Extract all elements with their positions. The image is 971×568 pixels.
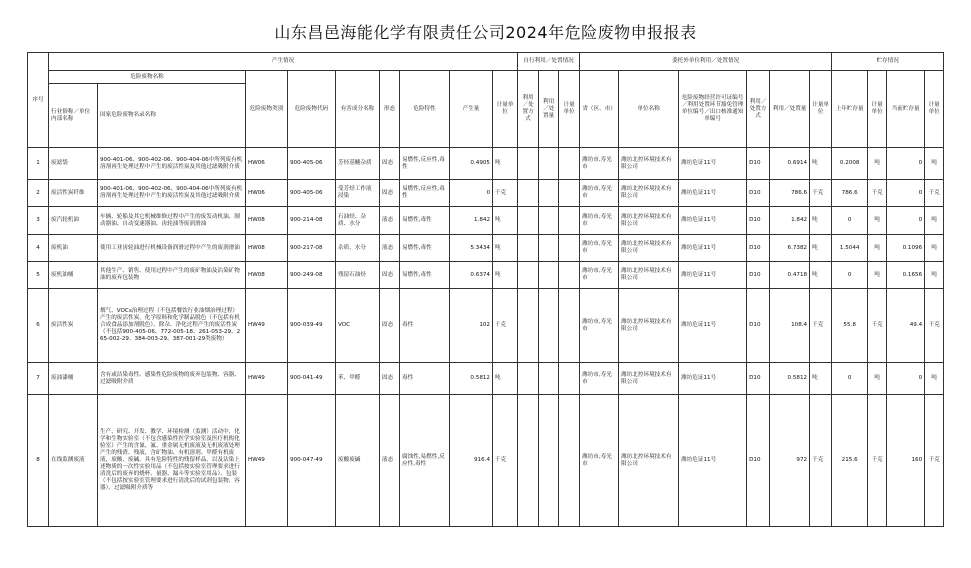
- table-row: [28, 148, 944, 180]
- cell-property: 易燃性,毒性: [400, 207, 450, 235]
- cell-prev-unit: 千克: [868, 289, 887, 363]
- cell-code: 900-217-08: [288, 235, 336, 262]
- cell-license: 潍坊危证11号: [679, 395, 747, 527]
- cell-company: 潍坊北控环境技术有限公司: [619, 262, 679, 289]
- cell-company: 潍坊北控环境技术有限公司: [619, 207, 679, 235]
- cell-province: 潍坊市,寿光市: [580, 207, 619, 235]
- cell-category: HW08: [246, 262, 288, 289]
- cell-prev-storage: 0: [832, 262, 868, 289]
- cell-company: 潍坊北控环境技术有限公司: [619, 180, 679, 207]
- cell-prev-storage: 786.6: [832, 180, 868, 207]
- cell-prev-unit: 吨: [868, 363, 887, 395]
- header-current-storage: 当前贮存量: [887, 71, 925, 148]
- cell-output: 0.4905: [450, 148, 493, 180]
- cell-seq: 6: [28, 289, 49, 363]
- cell-method: D10: [747, 148, 770, 180]
- cell-company: 潍坊北控环境技术有限公司: [619, 235, 679, 262]
- cell-name: 废油漆桶: [49, 363, 98, 395]
- cell-self-amount: [539, 180, 559, 207]
- cell-category: HW49: [246, 395, 288, 527]
- cell-method: D10: [747, 363, 770, 395]
- cell-self-amount: [539, 235, 559, 262]
- cell-category: HW08: [246, 235, 288, 262]
- cell-national: 生产、研究、开发、教学、环境检测（监测）活动中，化学和生物实验室（不包含感染性医学实验室及医疗机构化验室）产生的含氰、氟、重金属无机废液及无机废液处理产生的残渣、残液，含矿物油、有机溶剂、甲醛有机废液，废酸、废碱，具有危险特性的残留样品，以及沾染上述物质的一次性实验用品（不包括按实验室管理要求进行清洗后的废弃的烧杯、量器、漏斗等实验室用品）、包装（不包括按实验室管理要求进行清洗后的试剂包装物、容器）、过滤吸附介质等: [98, 395, 246, 527]
- header-self-amount: 利用／处置量: [539, 71, 559, 148]
- header-storage: 贮存情况: [832, 53, 944, 71]
- cell-prev-storage: 1.5044: [832, 235, 868, 262]
- cell-category: HW08: [246, 207, 288, 235]
- cell-output: 1.842: [450, 207, 493, 235]
- cell-self-method: [518, 180, 539, 207]
- cell-name: 废机油: [49, 235, 98, 262]
- cell-self-method: [518, 148, 539, 180]
- cell-current-storage: 0.1656: [887, 262, 925, 289]
- cell-national: 900-401-06、900-402-06、900-404-06中所列废有机溶剂再生处理过程中产生的废活性炭及其他过滤吸附介质: [98, 148, 246, 180]
- cell-seq: 3: [28, 207, 49, 235]
- cell-cur-unit: 吨: [925, 235, 944, 262]
- table-row: [28, 363, 944, 395]
- cell-form: 液态: [380, 395, 400, 527]
- cell-province: 潍坊市,寿光市: [580, 148, 619, 180]
- cell-property: 易燃性,反应性,毒性: [400, 180, 450, 207]
- cell-property: 毒性: [400, 289, 450, 363]
- cell-license: 潍坊危证11号: [679, 235, 747, 262]
- header-industry-name: 行业俗称／单位内部名称: [49, 84, 98, 148]
- header-unit: 计量单位: [493, 71, 518, 148]
- cell-national: 其他生产、销售、使用过程中产生的废矿物油及沾染矿物油的废弃包装物: [98, 262, 246, 289]
- cell-component: 石油烃、杂质、水分: [336, 207, 380, 235]
- cell-component: 残留石油烃: [336, 262, 380, 289]
- cell-current-storage: 0: [887, 148, 925, 180]
- cell-form: 固态: [380, 262, 400, 289]
- table-row: [28, 235, 944, 262]
- cell-national: 含有或沾染毒性、感染性危险废物的废弃包装物、容器、过滤吸附介质: [98, 363, 246, 395]
- cell-cur-unit: 千克: [925, 180, 944, 207]
- cell-output: 5.3434: [450, 235, 493, 262]
- cell-form: 固态: [380, 363, 400, 395]
- waste-report-table: [27, 52, 944, 527]
- cell-company: 潍坊北控环境技术有限公司: [619, 148, 679, 180]
- table-row: [28, 395, 944, 527]
- header-form: 形态: [380, 71, 400, 148]
- cell-property: 易燃性,毒性: [400, 262, 450, 289]
- cell-name: 在线监测废液: [49, 395, 98, 527]
- cell-name: 废活性炭: [49, 289, 98, 363]
- cell-category: HW49: [246, 289, 288, 363]
- cell-current-storage: 0: [887, 363, 925, 395]
- cell-ent-unit: 千克: [810, 395, 832, 527]
- cell-self-method: [518, 289, 539, 363]
- cell-amount: 1.842: [770, 207, 810, 235]
- header-national-name: 国家危险废物名录名称: [98, 84, 246, 148]
- cell-license: 潍坊危证11号: [679, 363, 747, 395]
- cell-method: D10: [747, 289, 770, 363]
- cell-self-unit: [559, 207, 580, 235]
- cell-license: 潍坊危证11号: [679, 180, 747, 207]
- cell-form: 液态: [380, 235, 400, 262]
- cell-license: 潍坊危证11号: [679, 207, 747, 235]
- cell-cur-unit: 吨: [925, 363, 944, 395]
- cell-form: 固态: [380, 148, 400, 180]
- table-row: [28, 262, 944, 289]
- cell-method: D10: [747, 262, 770, 289]
- cell-amount: 0.4718: [770, 262, 810, 289]
- header-self-method: 利用／处置方式: [518, 71, 539, 148]
- cell-national: 900-401-06、900-402-06、900-404-06中所列废有机溶剂再生处理过程中产生的废活性炭及其他过滤吸附介质: [98, 180, 246, 207]
- cell-component: 苯、甲醛: [336, 363, 380, 395]
- cell-prev-unit: 千克: [868, 395, 887, 527]
- cell-self-unit: [559, 363, 580, 395]
- cell-unit: 吨: [493, 363, 518, 395]
- cell-ent-unit: 千克: [810, 289, 832, 363]
- header-province: 省（区、市）: [580, 71, 619, 148]
- cell-current-storage: 160: [887, 395, 925, 527]
- cell-unit: 吨: [493, 207, 518, 235]
- header-license: 危险废物经营许可证编号／利用处置环节豁免管理单位编号／出口核准通知单编号: [679, 71, 747, 148]
- header-prev-unit: 计量单位: [868, 71, 887, 148]
- cell-code: 900-047-49: [288, 395, 336, 527]
- cell-method: D10: [747, 235, 770, 262]
- cell-property: 易燃性,反应性,毒性: [400, 148, 450, 180]
- cell-prev-unit: 千克: [868, 180, 887, 207]
- cell-form: 液态: [380, 207, 400, 235]
- cell-category: HW49: [246, 363, 288, 395]
- cell-ent-unit: 千克: [810, 180, 832, 207]
- cell-self-amount: [539, 207, 559, 235]
- cell-name: 废滤袋: [49, 148, 98, 180]
- header-cur-unit: 计量单位: [925, 71, 944, 148]
- header-code: 危险废物代码: [288, 71, 336, 148]
- cell-prev-unit: 吨: [868, 235, 887, 262]
- cell-self-amount: [539, 262, 559, 289]
- cell-prev-unit: 吨: [868, 148, 887, 180]
- header-component: 有害成分名称: [336, 71, 380, 148]
- cell-method: D10: [747, 180, 770, 207]
- cell-unit: 千克: [493, 289, 518, 363]
- cell-self-method: [518, 207, 539, 235]
- cell-name: 废机油桶: [49, 262, 98, 289]
- cell-amount: 786.6: [770, 180, 810, 207]
- cell-code: 900-214-08: [288, 207, 336, 235]
- cell-seq: 5: [28, 262, 49, 289]
- cell-code: 900-249-08: [288, 262, 336, 289]
- cell-prev-unit: 吨: [868, 262, 887, 289]
- cell-province: 潍坊市,寿光市: [580, 180, 619, 207]
- header-amount: 利用／处置量: [770, 71, 810, 148]
- cell-current-storage: 0: [887, 207, 925, 235]
- cell-cur-unit: 千克: [925, 395, 944, 527]
- cell-property: 易燃性,毒性: [400, 235, 450, 262]
- header-output: 产生量: [450, 71, 493, 148]
- cell-ent-unit: 吨: [810, 262, 832, 289]
- cell-component: 废酸废碱: [336, 395, 380, 527]
- header-company: 单位名称: [619, 71, 679, 148]
- header-waste-name: 危险废物名称: [49, 71, 246, 84]
- cell-name: 废汽轮机油: [49, 207, 98, 235]
- cell-category: HW06: [246, 180, 288, 207]
- cell-form: 固态: [380, 180, 400, 207]
- cell-province: 潍坊市,寿光市: [580, 289, 619, 363]
- cell-amount: 108.4: [770, 289, 810, 363]
- cell-code: 900-405-06: [288, 148, 336, 180]
- cell-name: 废活性炭纤维: [49, 180, 98, 207]
- cell-seq: 4: [28, 235, 49, 262]
- cell-self-amount: [539, 289, 559, 363]
- cell-self-unit: [559, 395, 580, 527]
- cell-self-method: [518, 363, 539, 395]
- cell-self-method: [518, 235, 539, 262]
- cell-form: 固态: [380, 289, 400, 363]
- cell-unit: 吨: [493, 235, 518, 262]
- cell-prev-unit: 吨: [868, 207, 887, 235]
- cell-unit: 吨: [493, 148, 518, 180]
- cell-license: 潍坊危证11号: [679, 148, 747, 180]
- cell-current-storage: 0.1096: [887, 235, 925, 262]
- header-entrusted: 委托外单位利用／处置情况: [580, 53, 832, 71]
- cell-national: 车辆、轮船及其它机械维修过程中产生的废发动机油、制动器油、自动变速器油、齿轮油等废润滑油: [98, 207, 246, 235]
- cell-self-method: [518, 262, 539, 289]
- cell-ent-unit: 吨: [810, 207, 832, 235]
- cell-prev-storage: 215.6: [832, 395, 868, 527]
- cell-province: 潍坊市,寿光市: [580, 262, 619, 289]
- cell-company: 潍坊北控环境技术有限公司: [619, 395, 679, 527]
- header-ent-unit: 计量单位: [810, 71, 832, 148]
- cell-cur-unit: 千克: [925, 289, 944, 363]
- cell-seq: 8: [28, 395, 49, 527]
- cell-self-amount: [539, 363, 559, 395]
- cell-prev-storage: 0.2008: [832, 148, 868, 180]
- header-prev-storage: 上年贮存量: [832, 71, 868, 148]
- cell-current-storage: 0: [887, 180, 925, 207]
- cell-method: D10: [747, 207, 770, 235]
- cell-cur-unit: 吨: [925, 148, 944, 180]
- cell-self-unit: [559, 289, 580, 363]
- cell-province: 潍坊市,寿光市: [580, 235, 619, 262]
- cell-current-storage: 49.4: [887, 289, 925, 363]
- cell-method: D10: [747, 395, 770, 527]
- cell-company: 潍坊北控环境技术有限公司: [619, 363, 679, 395]
- cell-prev-storage: 0: [832, 363, 868, 395]
- cell-code: 900-405-06: [288, 180, 336, 207]
- cell-component: 杂质、水分: [336, 235, 380, 262]
- header-property: 危险特性: [400, 71, 450, 148]
- cell-national: 烟气、VOCs治理过程（不包括餐饮行业油烟治理过程）产生的废活性炭，化学原料和化学制品脱色（不包括有机合成食品添加剂脱色）、除杂、净化过程产生的废活性炭（不包括900-405-06、772-005-18、261-053-29、265-002-29、384-003-29、387-001-29类废物）: [98, 289, 246, 363]
- cell-ent-unit: 吨: [810, 148, 832, 180]
- cell-component: 受芳烃工作液浸染: [336, 180, 380, 207]
- header-self-disposal: 自行利用／处置情况: [518, 53, 580, 71]
- header-seq: 序号: [28, 53, 49, 148]
- header-category: 危险废物类别: [246, 71, 288, 148]
- cell-code: 900-041-49: [288, 363, 336, 395]
- cell-unit: 千克: [493, 395, 518, 527]
- cell-amount: 0.5812: [770, 363, 810, 395]
- cell-seq: 2: [28, 180, 49, 207]
- cell-ent-unit: 吨: [810, 363, 832, 395]
- cell-category: HW06: [246, 148, 288, 180]
- cell-component: VOC: [336, 289, 380, 363]
- header-method: 利用／处置方式: [747, 71, 770, 148]
- cell-amount: 6.7382: [770, 235, 810, 262]
- table-row: [28, 289, 944, 363]
- cell-company: 潍坊北控环境技术有限公司: [619, 289, 679, 363]
- cell-amount: 0.6914: [770, 148, 810, 180]
- cell-province: 潍坊市,寿光市: [580, 395, 619, 527]
- cell-ent-unit: 吨: [810, 235, 832, 262]
- cell-amount: 972: [770, 395, 810, 527]
- cell-output: 102: [450, 289, 493, 363]
- cell-national: 使用工业齿轮油进行机械设备润滑过程中产生的废润滑油: [98, 235, 246, 262]
- cell-self-unit: [559, 180, 580, 207]
- cell-self-unit: [559, 262, 580, 289]
- cell-self-amount: [539, 395, 559, 527]
- cell-component: 芳烃基醚杂质: [336, 148, 380, 180]
- cell-seq: 7: [28, 363, 49, 395]
- cell-license: 潍坊危证11号: [679, 289, 747, 363]
- header-production: 产生情况: [49, 53, 518, 71]
- header-self-unit: 计量单位: [559, 71, 580, 148]
- cell-self-unit: [559, 148, 580, 180]
- cell-seq: 1: [28, 148, 49, 180]
- table-row: [28, 180, 944, 207]
- cell-self-unit: [559, 235, 580, 262]
- cell-prev-storage: 0: [832, 207, 868, 235]
- cell-property: 腐蚀性,易燃性,反应性,毒性: [400, 395, 450, 527]
- cell-property: 毒性: [400, 363, 450, 395]
- table-row: [28, 207, 944, 235]
- cell-output: 916.4: [450, 395, 493, 527]
- cell-output: 0: [450, 180, 493, 207]
- cell-province: 潍坊市,寿光市: [580, 363, 619, 395]
- cell-output: 0.5812: [450, 363, 493, 395]
- cell-prev-storage: 55.8: [832, 289, 868, 363]
- cell-cur-unit: 吨: [925, 262, 944, 289]
- cell-self-method: [518, 395, 539, 527]
- cell-code: 900-039-49: [288, 289, 336, 363]
- cell-self-amount: [539, 148, 559, 180]
- cell-license: 潍坊危证11号: [679, 262, 747, 289]
- cell-cur-unit: 吨: [925, 207, 944, 235]
- cell-unit: 吨: [493, 262, 518, 289]
- cell-unit: 千克: [493, 180, 518, 207]
- page-title: 山东昌邑海能化学有限责任公司2024年危险废物申报报表: [274, 23, 697, 42]
- cell-output: 0.6374: [450, 262, 493, 289]
